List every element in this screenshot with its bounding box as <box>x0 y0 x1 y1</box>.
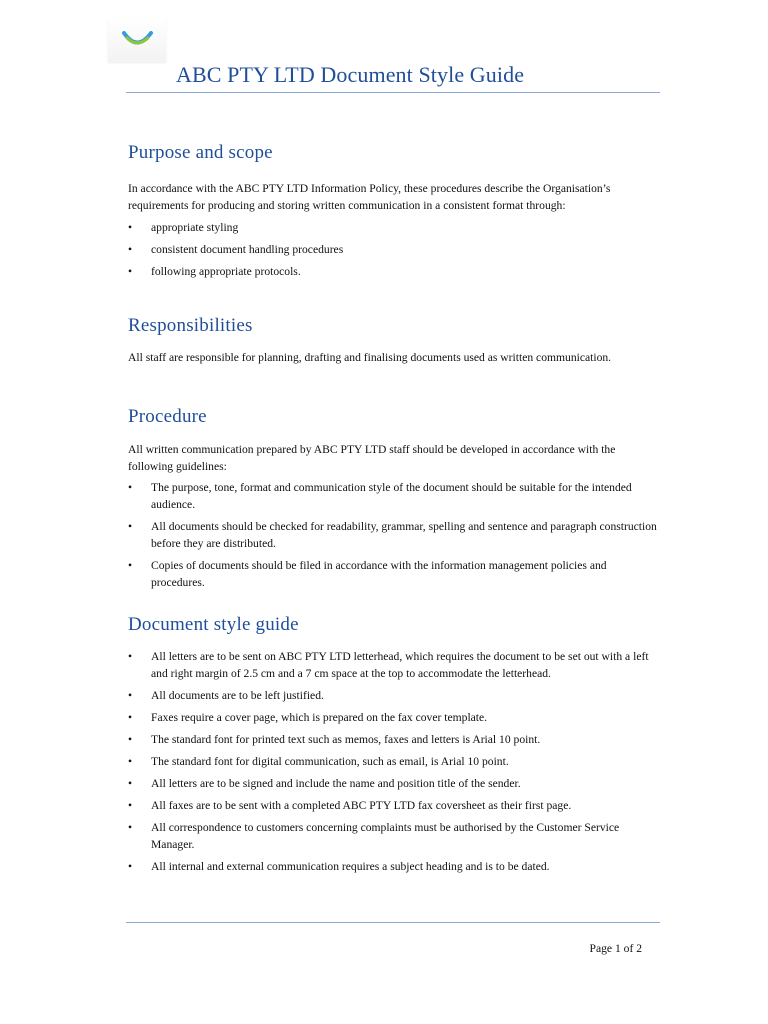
section-procedure <box>128 406 658 591</box>
bullet-icon: • <box>128 711 133 724</box>
section-paragraph: In accordance with the ABC PTY LTD Information Policy, these procedures describe the Organisation’s requirements for producing and storing written communication in a consistent format through: <box>128 182 611 212</box>
bullet-icon: • <box>128 799 133 812</box>
list-item-text: consistent document handling procedures <box>151 243 344 256</box>
list-item <box>128 219 658 236</box>
list-item-text: The standard font for printed text such as memos, faxes and letters is Arial 10 point. <box>151 733 541 746</box>
list-item <box>128 263 658 280</box>
bullet-icon: • <box>128 481 133 494</box>
list-item <box>128 241 658 258</box>
list-item-text: The standard font for digital communication, such as email, is Arial 10 point. <box>151 755 509 768</box>
section-responsibilities <box>128 315 658 366</box>
list-item <box>128 819 658 853</box>
list-item-text: Copies of documents should be filed in accordance with the information management policies and procedures. <box>151 559 607 589</box>
list-item <box>128 518 658 552</box>
bullet-icon: • <box>128 520 133 533</box>
list-item <box>128 648 658 682</box>
bullet-list <box>128 479 658 591</box>
list-item <box>128 858 658 875</box>
bullet-list <box>128 219 658 280</box>
section-heading: Procedure <box>128 406 207 427</box>
section-heading: Purpose and scope <box>128 142 273 163</box>
list-item-text: All documents should be checked for readability, grammar, spelling and sentence and paragraph construction before they are distributed. <box>151 520 657 550</box>
list-item-text: All letters are to be signed and include the name and position title of the sender. <box>151 777 521 790</box>
list-item <box>128 557 658 591</box>
list-item-text: following appropriate protocols. <box>151 265 301 278</box>
list-item-text: Faxes require a cover page, which is prepared on the fax cover template. <box>151 711 488 724</box>
list-item-text: All faxes are to be sent with a completed ABC PTY LTD fax coversheet as their first page. <box>151 799 572 812</box>
list-item <box>128 687 658 704</box>
header-divider <box>126 92 660 93</box>
bullet-icon: • <box>128 243 133 256</box>
section-heading: Document style guide <box>128 614 299 635</box>
bullet-icon: • <box>128 860 133 873</box>
bullet-icon: • <box>128 559 133 572</box>
document-title: ABC PTY LTD Document Style Guide <box>176 62 525 87</box>
section-paragraph: All written communication prepared by ABC PTY LTD staff should be developed in accordance with the following guidelines: <box>128 443 616 473</box>
list-item-text: appropriate styling <box>151 221 239 234</box>
bullet-icon: • <box>128 650 133 663</box>
list-item <box>128 709 658 726</box>
bullet-icon: • <box>128 265 133 278</box>
list-item <box>128 775 658 792</box>
list-item <box>128 797 658 814</box>
section-heading: Responsibilities <box>128 315 253 336</box>
footer-divider <box>126 922 660 923</box>
list-item <box>128 479 658 513</box>
bullet-icon: • <box>128 755 133 768</box>
list-item <box>128 753 658 770</box>
bullet-icon: • <box>128 733 133 746</box>
list-item-text: All documents are to be left justified. <box>151 689 324 702</box>
list-item-text: All correspondence to customers concerning complaints must be authorised by the Customer Service Manager. <box>151 821 620 851</box>
bullet-list <box>128 648 658 875</box>
bullet-icon: • <box>128 821 133 834</box>
bullet-icon: • <box>128 221 133 234</box>
company-logo-icon <box>108 18 166 62</box>
section-paragraph: All staff are responsible for planning, drafting and finalising documents used as written communication. <box>128 351 612 364</box>
bullet-icon: • <box>128 777 133 790</box>
section-purpose-and-scope <box>128 142 658 280</box>
list-item-text: All letters are to be sent on ABC PTY LTD letterhead, which requires the document to be set out with a left and right margin of 2.5 cm and a 7 cm space at the top to accommodate the letterhead. <box>151 650 649 680</box>
section-document-style-guide <box>128 614 658 875</box>
list-item-text: The purpose, tone, format and communication style of the document should be suitable for the intended audience. <box>151 481 632 511</box>
logo-swoosh-icon <box>108 18 166 62</box>
page-number: Page 1 of 2 <box>589 942 642 955</box>
list-item-text: All internal and external communication requires a subject heading and is to be dated. <box>151 860 550 873</box>
bullet-icon: • <box>128 689 133 702</box>
list-item <box>128 731 658 748</box>
